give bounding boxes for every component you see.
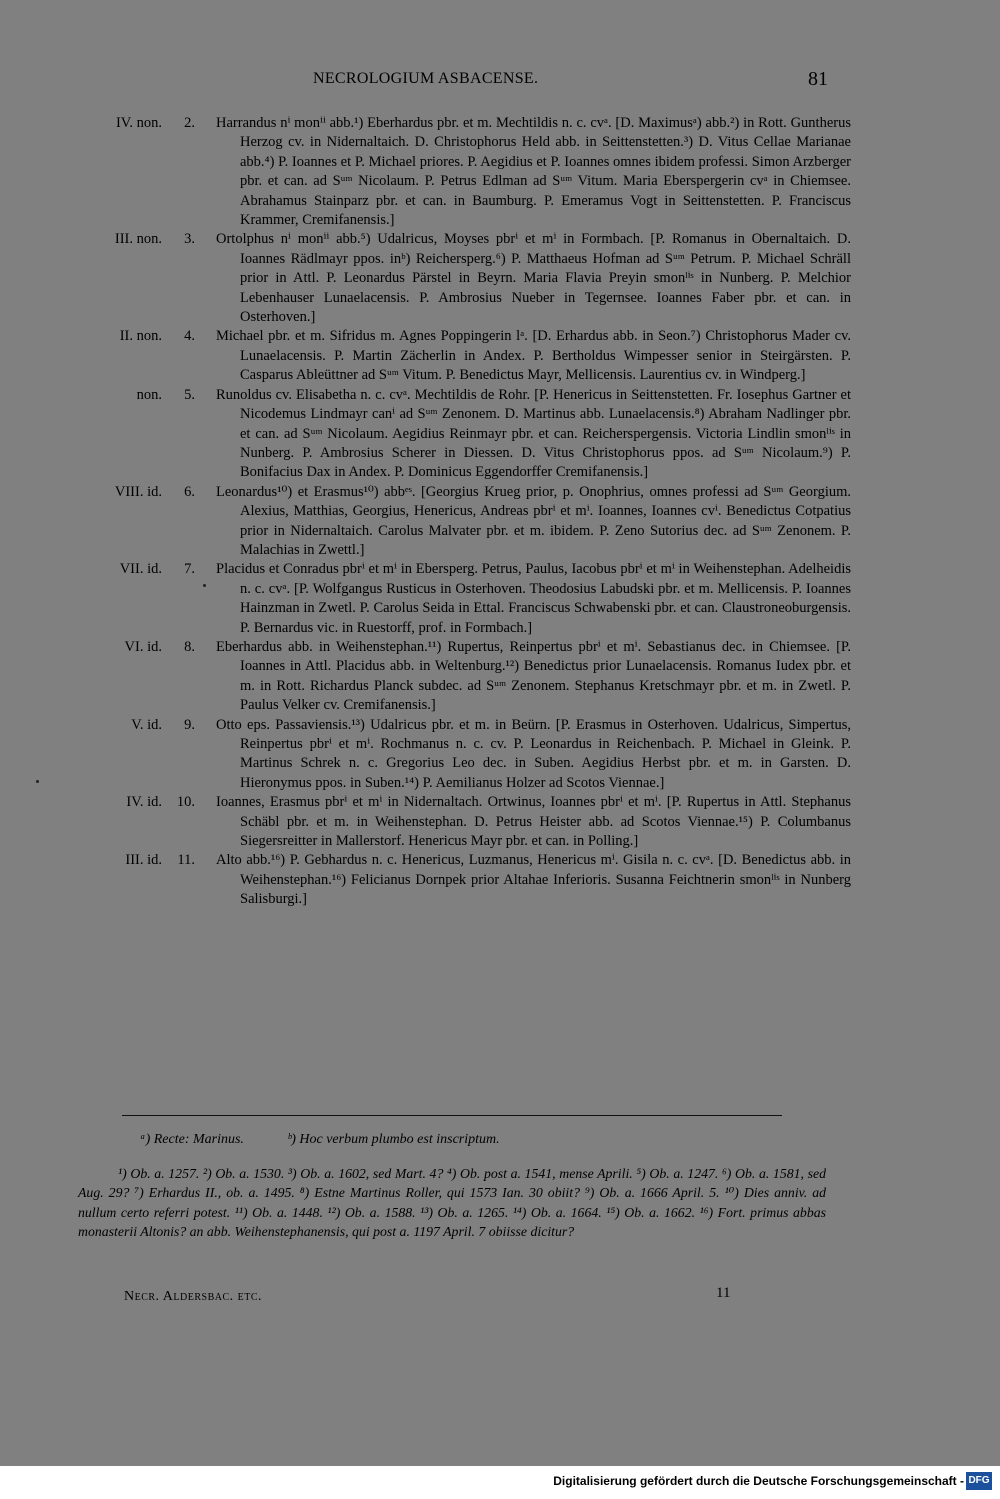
speck bbox=[203, 584, 206, 587]
letter-footnotes bbox=[140, 1132, 540, 1148]
entry-text: Alto abb.¹⁶) P. Gebhardus n. c. Henericus, Luzmanus, Henericus mⁱ. Gisila n. c. cvᵃ. [D. Benedictus abb. in Weihenstephan.¹⁶) Felicianus Dornpek prior Altahae Inferioris. Susanna Feichtnerin smonˡⁱˢ in Nunberg Salisburgi.] bbox=[216, 852, 851, 908]
entry-day: 2. bbox=[184, 115, 195, 131]
entry-date: III. id. bbox=[125, 852, 162, 869]
entry-text: Leonardus¹⁰) et Erasmus¹⁰) abbᵉˢ. [Georgius Krueg prior, p. Onophrius, omnes professi ad Sᵘᵐ Georgium. Alexius, Matthias, Georgius, Henericus, Andreas pbrⁱ et mⁱ. Ioannes, Ioannes cvⁱ. Benedictus Cotpatius prior in Nidernaltaich. Carolus Malvater pbr. et m. ibidem. P. Zeno Sutorius dec. ad Sᵘᵐ Zenonem. P. Malachias in Zwettl.] bbox=[216, 483, 851, 558]
entry-date: V. id. bbox=[131, 716, 162, 733]
list-item bbox=[0, 114, 1000, 230]
list-item bbox=[0, 638, 1000, 716]
running-title: NECROLOGIUM ASBACENSE. bbox=[313, 70, 539, 87]
list-item bbox=[0, 483, 1000, 561]
list-item bbox=[0, 230, 1000, 327]
entry-text: Ioannes, Erasmus pbrⁱ et mⁱ in Nidernaltach. Ortwinus, Ioannes pbrⁱ et mⁱ. [P. Rupertus in Attl. Stephanus Schäbl pbr. et m. in Weihenstephan. D. Petrus Heister abb. ad Scotos Viennae.¹⁵) P. Columbanus Siegersreitter in Mallerstorf. Henericus Mayr pbr. et can. in Polling.] bbox=[216, 794, 851, 850]
entry-text: Eberhardus abb. in Weihenstephan.¹¹) Rupertus, Reinpertus pbrⁱ et mⁱ. Sebastianus dec. in Chiemsee. [P. Ioannes in Attl. Placidus abb. in Weltenburg.¹²) Benedictus prior Lunaelacensis. Romanus Iudex pbr. et m. in Rott. Richardus Planck subdec. ad Sᵘᵐ Zenonem. Stephanus Kretschmayr pbr. et m. in Zwetl. P. Paulus Velker cv. Cremifanensis.] bbox=[216, 638, 851, 714]
page-number: 81 bbox=[808, 68, 828, 90]
entry-text: Michael pbr. et m. Sifridus m. Agnes Poppingerin lᵃ. [D. Erhardus abb. in Seon.⁷) Christophorus Mader cv. Lunaelacensis. P. Martin Zächerlin in Andex. P. Bertholdus Wimpesser senior in Steirgärsten. P. Casparus Ableüttner ad Sᵘᵐ Vitum. P. Benedictus Mayr, Mellicensis. Laurentius cv. in Windperg.] bbox=[216, 328, 851, 384]
entry-text: Harrandus nⁱ monⁱⁱ abb.¹) Eberhardus pbr. et m. Mechtildis n. c. cvᵃ. [D. Maximusᵃ) abb.²) in Rott. Guntherus Herzog cv. in Nidernaltaich. D. Christophorus Held abb. in Seittenstetten.³) D. Vitus Cellae Marianae abb.⁴) P. Ioannes et P. Michael priores. P. Aegidius et P. Ioannes omnes ibidem professi. Simon Arzberger pbr. et can. ad Sᵘᵐ Nicolaum. P. Petrus Edlman ad Sᵘᵐ Vitum. Maria Eberspergerin cvᵃ in Chiemsee. Abrahamus Stainparz pbr. et can. in Baumburg. P. Emeramus Vogt in Seittenstetten. P. Franciscus Krammer, Cremifanensis.] bbox=[216, 115, 851, 229]
footnote-divider bbox=[122, 1115, 782, 1116]
entry-day: 4. bbox=[184, 328, 195, 345]
entry-text: Ortolphus nⁱ monⁱⁱ abb.⁵) Udalricus, Moyses pbrⁱ et mⁱ in Formbach. [P. Romanus in Obernaltaich. D. Ioannes Rädlmayr ppos. inᵇ) Reichersperg.⁶) P. Matthaeus Hofman ad Sᵘᵐ Petrum. P. Michael Schräll prior in Attl. P. Leonardus Pärstel in Beyrn. Maria Flavia Preyin smonˡⁱˢ in Nunberg. P. Melchior Lebenhauser Lunaelacensis. P. Ambrosius Nueber in Tegernsee. Ioannes Faber pbr. et can. in Osterhoven.] bbox=[216, 231, 851, 326]
page-header bbox=[0, 70, 1000, 94]
entry-date: II. non. bbox=[119, 328, 162, 345]
list-item bbox=[0, 716, 1000, 794]
entry-day: 7. bbox=[184, 561, 195, 578]
entry-day: 6. bbox=[184, 483, 195, 500]
list-item bbox=[0, 327, 1000, 385]
list-item bbox=[0, 793, 1000, 851]
entry-date: VIII. id. bbox=[114, 483, 162, 500]
numbered-footnotes: ¹) Ob. a. 1257. ²) Ob. a. 1530. ³) Ob. a. 1602, sed Mart. 4? ⁴) Ob. post a. 1541, mense Aprili. ⁵) Ob. a. 1247. ⁶) Ob. a. 1581, sed Aug. 29? ⁷) Erhardus II., ob. a. 1495. ⁸) Estne Martinus Roller, qui 1573 Ian. 30 obiit? ⁹) Ob. a. 1666 April. 5. ¹⁰) Dies anniv. ad nullum certo referri potest. ¹¹) Ob. a. 1448. ¹²) Ob. a. 1588. ¹³) Ob. a. 1265. ¹⁴) Ob. a. 1664. ¹⁵) Ob. a. 1662. ¹⁶) Fort. primus abbas monasterii Altonis? an abb. Weihenstephanensis, qui post a. 1197 April. 7 obiisse dicitur? bbox=[78, 1166, 826, 1239]
entry-date: VII. id. bbox=[119, 561, 162, 578]
entry-text: Runoldus cv. Elisabetha n. c. cvᵃ. Mechtildis de Rohr. [P. Henericus in Seittenstetten. Fr. Iosephus Gartner et Nicodemus Lindmayr canⁱ ad Sᵘᵐ Zenonem. D. Martinus abb. Lunaelacensis.⁸) Abraham Nadlinger pbr. et can. ad Sᵘᵐ Nicolaum. Aegidius Reinmayr pbr. et can. Reicherspergensis. Victoria Lindlin smonˡⁱˢ in Nunberg. P. Ambrosius Scherer in Diessen. D. Vitus Christophorus ppos. ad Sᵘᵐ Nicolaum.⁹) P. Bonifacius Dax in Andex. P. Dominicus Eggendorffer Cremifanensis.] bbox=[216, 386, 851, 481]
entry-date: IV. non. bbox=[115, 115, 162, 131]
credit-bar bbox=[0, 1466, 1000, 1499]
entry-day: 8. bbox=[184, 638, 195, 655]
sheet-number: 11 bbox=[716, 1285, 731, 1301]
entry-date: non. bbox=[136, 386, 162, 403]
credit-text: Digitalisierung gefördert durch die Deutsche Forschungsgemeinschaft - bbox=[553, 1474, 964, 1488]
entry-day: 5. bbox=[184, 386, 195, 403]
entry-text: Otto eps. Passaviensis.¹³) Udalricus pbr. et m. in Beürn. [P. Erasmus in Osterhoven. Udalricus, Simpertus, Reinpertus pbrⁱ et mⁱ. Rochmanus n. c. cv. P. Leonardus in Reichenbach. P. Michael in Gleink. P. Martinus Schrek n. c. Gregorius Leo dec. in Suben. Aegidius Herbst pbr. et m. in Garsten. D. Hieronymus ppos. in Suben.¹⁴) P. Aemilianus Holzer ad Scotos Viennae.] bbox=[216, 716, 851, 791]
entry-text: Placidus et Conradus pbrⁱ et mⁱ in Ebersperg. Petrus, Paulus, Iacobus pbrⁱ et mⁱ in Weihenstephan. Adelheidis n. c. cvᵃ. [P. Wolfgangus Rusticus in Osterhoven. Theodosius Labudski pbr. et m. Mellicensis. P. Ioannes Hainzman in Zwetl. P. Carolus Seida in Ettal. Franciscus Schwabenski pbr. et can. Claustroneoburgensis. P. Bernardus vic. in Ruestorff, prof. in Formbach.] bbox=[216, 561, 851, 636]
entry-date: III. non. bbox=[114, 231, 162, 248]
list-item bbox=[0, 851, 1000, 909]
entry-day: 3. bbox=[184, 231, 195, 248]
footnote-b: ᵇ) Hoc verbum plumbo est inscriptum. bbox=[287, 1132, 500, 1147]
speck bbox=[36, 780, 39, 783]
entry-day: 11. bbox=[177, 852, 195, 869]
footnote-a: ᵃ) Recte: Marinus. bbox=[140, 1132, 244, 1147]
entry-date: IV. id. bbox=[126, 794, 162, 811]
list-item bbox=[0, 386, 1000, 483]
signature-mark: Necr. Aldersbac. etc. bbox=[124, 1289, 263, 1304]
entry-day: 10. bbox=[176, 794, 195, 811]
necrology-entries bbox=[0, 114, 1000, 910]
list-item bbox=[0, 560, 1000, 638]
entry-date: VI. id. bbox=[124, 638, 162, 655]
dfg-logo-icon: DFG bbox=[966, 1472, 992, 1490]
entry-day: 9. bbox=[184, 716, 195, 733]
